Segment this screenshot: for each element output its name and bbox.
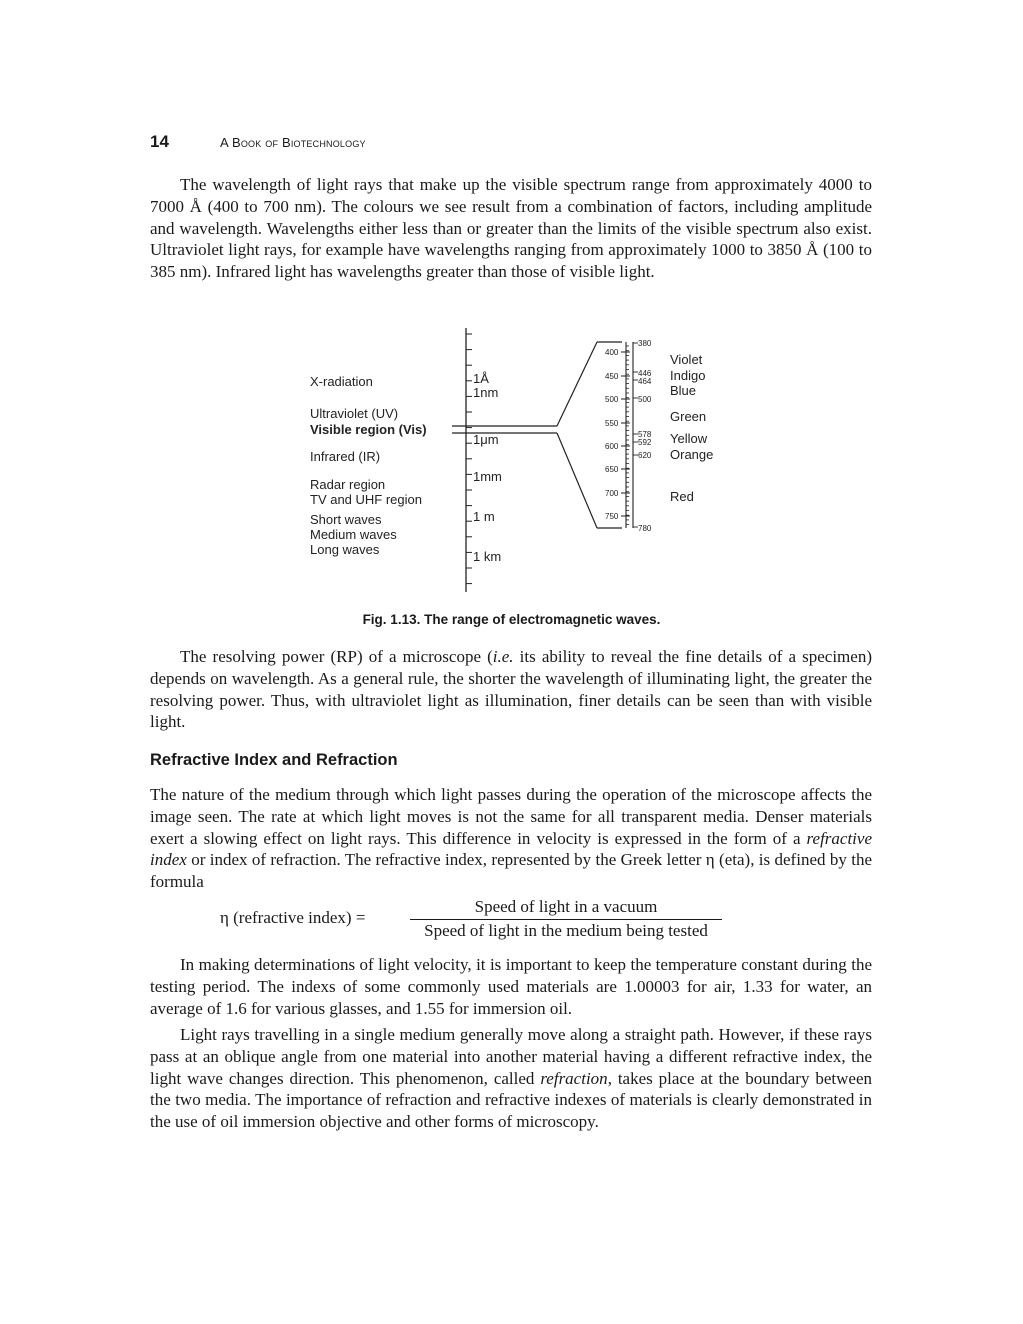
boundary-500: 500 — [638, 395, 652, 404]
color-violet: Violet — [670, 352, 703, 367]
label-x-radiation: X-radiation — [310, 374, 373, 389]
nm-750: 750 — [605, 512, 619, 521]
formula-denominator: Speed of light in the medium being tested — [424, 921, 708, 940]
scale-1-nm: 1nm — [473, 385, 499, 400]
label-ultraviolet: Ultraviolet (UV) — [310, 406, 399, 421]
boundary-labels — [638, 339, 652, 533]
fraction-bar — [410, 919, 722, 920]
nm-550: 550 — [605, 419, 619, 428]
nm-600: 600 — [605, 442, 619, 451]
label-radar: Radar region — [310, 477, 386, 492]
nm-tick-labels — [605, 348, 619, 521]
color-blue: Blue — [670, 383, 697, 398]
boundary-380: 380 — [638, 339, 652, 348]
nm-650: 650 — [605, 465, 619, 474]
expansion-line-bottom — [557, 433, 597, 528]
scale-1-km: 1 km — [473, 549, 502, 564]
scale-1-m: 1 m — [473, 509, 495, 524]
label-short-waves: Short waves — [310, 512, 382, 527]
nm-400: 400 — [605, 348, 619, 357]
boundary-446: 446 — [638, 369, 652, 378]
visible-scale — [621, 342, 638, 528]
scale-labels — [473, 371, 502, 564]
section-heading: Refractive Index and Refraction — [150, 751, 398, 769]
boundary-592: 592 — [638, 438, 652, 447]
boundary-620: 620 — [638, 451, 652, 460]
paragraph-resolving-power: The resolving power (RP) of a microscope (i.e. its ability to reveal the fine details of a specimen) depends on wavelength. As a general rule, the shorter the wavelength of illuminating light, the greater the resolving power. Thus, with ultraviolet light as illumination, finer details can be seen than with visible light. — [150, 647, 872, 732]
scale-1-mm: 1mm — [473, 469, 502, 484]
expansion-line-top — [557, 342, 597, 426]
color-red: Red — [670, 489, 694, 504]
formula-lhs: η (refractive index) = — [220, 908, 366, 927]
label-infrared: Infrared (IR) — [310, 449, 381, 464]
scale-1-angstrom: 1Å — [473, 371, 489, 386]
color-indigo: Indigo — [670, 368, 706, 383]
figure-caption: Fig. 1.13. The range of electromagnetic waves. — [362, 612, 661, 627]
color-yellow: Yellow — [670, 431, 708, 446]
formula-numerator: Speed of light in a vacuum — [474, 897, 658, 916]
boundary-780: 780 — [638, 524, 652, 533]
nm-450: 450 — [605, 372, 619, 381]
em-left-labels — [310, 374, 427, 557]
running-title: A Book of Biotechnology — [220, 135, 366, 150]
paragraph-refraction: Light rays travelling in a single medium generally move along a straight path. However, if these rays pass at an oblique angle from one material into another material having a different refractive index, the light wave changes direction. This phenomenon, called refraction, takes place at the boundary between the two media. The importance of refraction and refractive indexes of materials is clearly demonstrated in the use of oil immersion objective and other forms of microscopy. — [150, 1025, 872, 1132]
label-tv-uhf: TV and UHF region — [310, 492, 422, 507]
paragraph-refractive-index: The nature of the medium through which light passes during the operation of the microscope affects the image seen. The rate at which light moves is not the same for all transparent media. Denser materials exert a slowing effect on light rays. This difference in velocity is expressed in the form of a refractive index or index of refraction. The refractive index, represented by the Greek letter η (eta), is defined by the formula — [150, 785, 872, 892]
boundary-464: 464 — [638, 377, 652, 386]
nm-500: 500 — [605, 395, 619, 404]
refractive-index-formula — [220, 897, 740, 945]
label-medium-waves: Medium waves — [310, 527, 397, 542]
color-green: Green — [670, 409, 707, 424]
scale-1-um: 1μm — [473, 432, 499, 447]
label-long-waves: Long waves — [310, 542, 380, 557]
paragraph-temperature: In making determinations of light velocity, it is important to keep the temperature constant during the testing period. The indexs of some commonly used materials are 1.00003 for air, 1.33 for water, an average of 1.6 for various glasses, and 1.55 for immersion oil. — [150, 955, 872, 1018]
boundary-578: 578 — [638, 430, 652, 439]
label-visible-region: Visible region (Vis) — [310, 422, 427, 437]
paragraph-visible-spectrum: The wavelength of light rays that make up the visible spectrum range from approximately 4000 to 7000 Å (400 to 700 nm). The colours we see result from a combination of factors, including amplitude and wavelength. Wavelengths either less than or greater than the limits of the visible spectrum also exist. Ultraviolet light rays, for example have wavelengths ranging from approximately 1000 to 3850 Å (100 to 385 nm). Infrared light has wavelengths greater than those of visible light. — [150, 175, 872, 282]
nm-700: 700 — [605, 489, 619, 498]
page-number: 14 — [150, 132, 169, 151]
color-orange: Orange — [670, 447, 714, 462]
color-names — [670, 352, 713, 504]
wavelength-axis — [466, 328, 472, 592]
